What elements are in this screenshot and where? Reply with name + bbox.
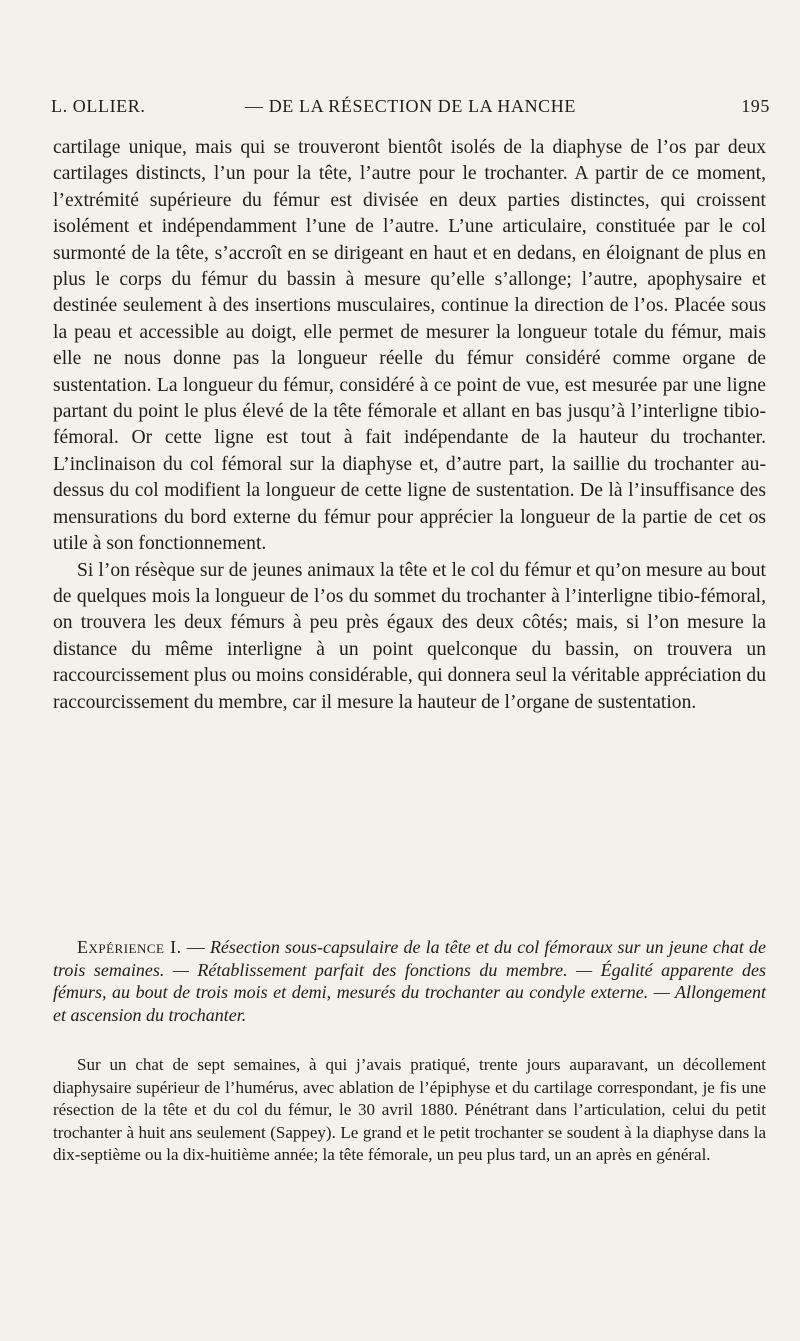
page-number: 195 — [741, 96, 770, 116]
experiment-dash: — — [181, 937, 210, 957]
experiment-heading — [53, 936, 766, 1026]
running-header — [51, 96, 770, 118]
paragraph-2: Si l’on résèque sur de jeunes animaux la tête et le col du fémur et qu’on mesure au bout de quelques mois la longueur de l’os du sommet du trochanter à l’interligne tibio-fémoral, on trouvera les deux fémurs à peu près égaux des deux côtés; mais, si l’on mesure la distance du même interligne à un point quelconque du bassin, on trouvera un raccourcissement plus ou moins considérable, qui donnera seul la véritable appréciation du raccourcissement du membre, car il mesure la hauteur de l’organe de sustentation. — [53, 559, 766, 713]
case-report — [53, 1054, 766, 1167]
paragraph-1: cartilage unique, mais qui se trouveront bientôt isolés de la diaphyse de l’os par deux cartilages distincts, l’un pour la tête, l’autre pour le trochanter. A partir de ce moment, l’extrémité supérieure du fémur est divisée en deux parties distinctes, qui croissent isolément et indépendamment l’une de l’autre. L’une articulaire, constituée par le col surmonté de la tête, s’accroît en se dirigeant en haut et en dedans, en éloignant de plus en plus le corps du fémur du bassin à mesure qu’elle s’allonge; l’autre, apophysaire et destinée seulement à des insertions musculaires, continue la direction de l’os. Placée sous la peau et accessible au doigt, elle permet de mesurer la longueur totale du fémur, mais elle ne nous donne pas la longueur réelle du fémur considéré comme organe de sustentation. La longueur du fémur, considéré à ce point de vue, est mesurée par une ligne partant du point le plus élevé de la tête fémorale et allant en bas jusqu’à l’interligne tibio-fémoral. Or cette ligne est tout à fait indépendante de la hauteur du trochanter. L’inclinaison du col fémoral sur la diaphyse et, d’autre part, la saillie du trochanter au-dessus du col modifient la longueur de cette ligne de sustentation. De là l’insuffisance des mensurations du bord externe du fémur pour apprécier la longueur de la partie de cet os utile à son fonctionnement. — [53, 137, 766, 555]
header-author: L. OLLIER. — [51, 96, 146, 116]
experiment-title: Résection sous-capsulaire de la tête et du col fémoraux sur un jeune chat de trois semaines. — Rétablissement parfait des fonctions du membre. — Égalité apparente des fémurs, au bout de trois mois et demi, mesurés du trochanter au condyle externe. — Allongement et ascension du trochanter. — [53, 937, 767, 1025]
case-paragraph: Sur un chat de sept semaines, à qui j’avais pratiqué, trente jours auparavant, un décollement diaphysaire supérieur de l’humérus, avec ablation de l’épiphyse et du cartilage correspondant, je fis une résection de la tête et du col du fémur, le 30 avril 1880. Pénétrant dans l’articulation, celui du petit trochanter à huit ans seulement (Sappey). Le grand et le petit trochanter se soudent à la diaphyse dans la dix-septième ou la dix-huitième année; la tête fémorale, un peu plus tard, un an après en général. — [53, 1055, 766, 1164]
header-title: — DE LA RÉSECTION DE LA HANCHE — [245, 96, 576, 116]
main-text — [53, 135, 766, 716]
experiment-label: Expérience I. — [77, 937, 182, 957]
